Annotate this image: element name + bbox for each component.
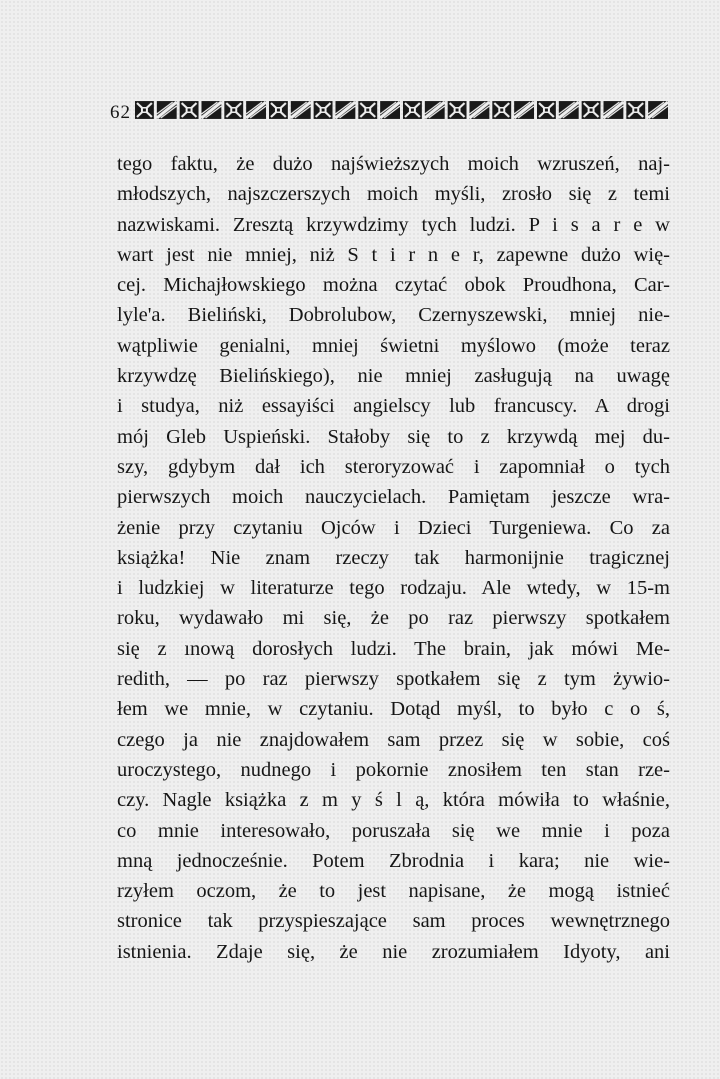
text-line: wart jest nie mniej, niż S t i r n e r, zapewne dużo wię-	[117, 243, 670, 266]
text-line: istnienia. Zdaje się, że nie zrozumiałem Idyoty, ani	[117, 940, 670, 963]
text-line: rzyłem oczom, że to jest napisane, że mogą istnieć	[117, 880, 670, 903]
text-line: uroczystego, nudnego i pokornie znosiłem ten stan rze-	[117, 758, 670, 781]
text-line: szy, gdybym dał ich steroryzować i zapomniał o tych	[117, 455, 670, 478]
text-line: wątpliwie genialni, mniej świetni myślowo (może teraz	[117, 334, 670, 357]
text-line: cej. Michajłowskiego można czytać obok Proudhona, Car-	[117, 274, 670, 297]
text-line: nazwiskami. Zresztą krzywdzimy tych ludzi. P i s a r e w	[117, 213, 670, 236]
text-line: czego ja nie znajdowałem sam przez się w sobie, coś	[117, 728, 670, 751]
text-line: łem we mnie, w czytaniu. Dotąd myśl, to było c o ś,	[117, 698, 670, 721]
text-line: się z ınową dorosłych ludzi. The brain, jak mówi Me-	[117, 637, 670, 660]
text-line: książka! Nie znam rzeczy tak harmonijnie tragicznej	[117, 546, 670, 569]
text-line: pierwszych moich nauczycielach. Pamiętam jeszcze wra-	[117, 486, 670, 509]
text-line: roku, wydawało mi się, że po raz pierwszy spotkałem	[117, 607, 670, 630]
text-line: mój Gleb Uspieński. Stałoby się to z krzywdą mej du-	[117, 425, 670, 448]
geometric-border-ornament-icon	[134, 100, 670, 120]
page-header	[110, 96, 670, 124]
text-line: krzywdzę Bielińskiego), nie mniej zasługują na uwagę	[117, 365, 670, 388]
text-line: żenie przy czytaniu Ojców i Dzieci Turgeniewa. Co za	[117, 516, 670, 539]
text-line: tego faktu, że dużo najświeższych moich wzruszeń, naj-	[117, 153, 670, 175]
text-line: lyle'a. Bieliński, Dobrolubow, Czernyszewski, mniej nie-	[117, 304, 670, 327]
text-line: i studya, niż essayiści angielscy lub francuscy. A drogi	[117, 395, 670, 418]
text-line: czy. Nagle książka z m y ś l ą, która mówiła to właśnie,	[117, 789, 670, 812]
page-number: 62	[110, 101, 131, 123]
text-line: co mnie interesowało, poruszała się we mnie i poza	[117, 819, 670, 842]
text-line: stronice tak przyspieszające sam proces wewnętrznego	[117, 910, 670, 933]
body-text	[117, 149, 670, 967]
text-line: mną jednocześnie. Potem Zbrodnia i kara; nie wie-	[117, 849, 670, 872]
text-line: redith, — po raz pierwszy spotkałem się z tym żywio-	[117, 668, 670, 691]
text-line: i ludzkiej w literaturze tego rodzaju. Ale wtedy, w 15-m	[117, 577, 670, 600]
text-line: młodszych, najszczerszych moich myśli, zrosło się z temi	[117, 183, 670, 206]
